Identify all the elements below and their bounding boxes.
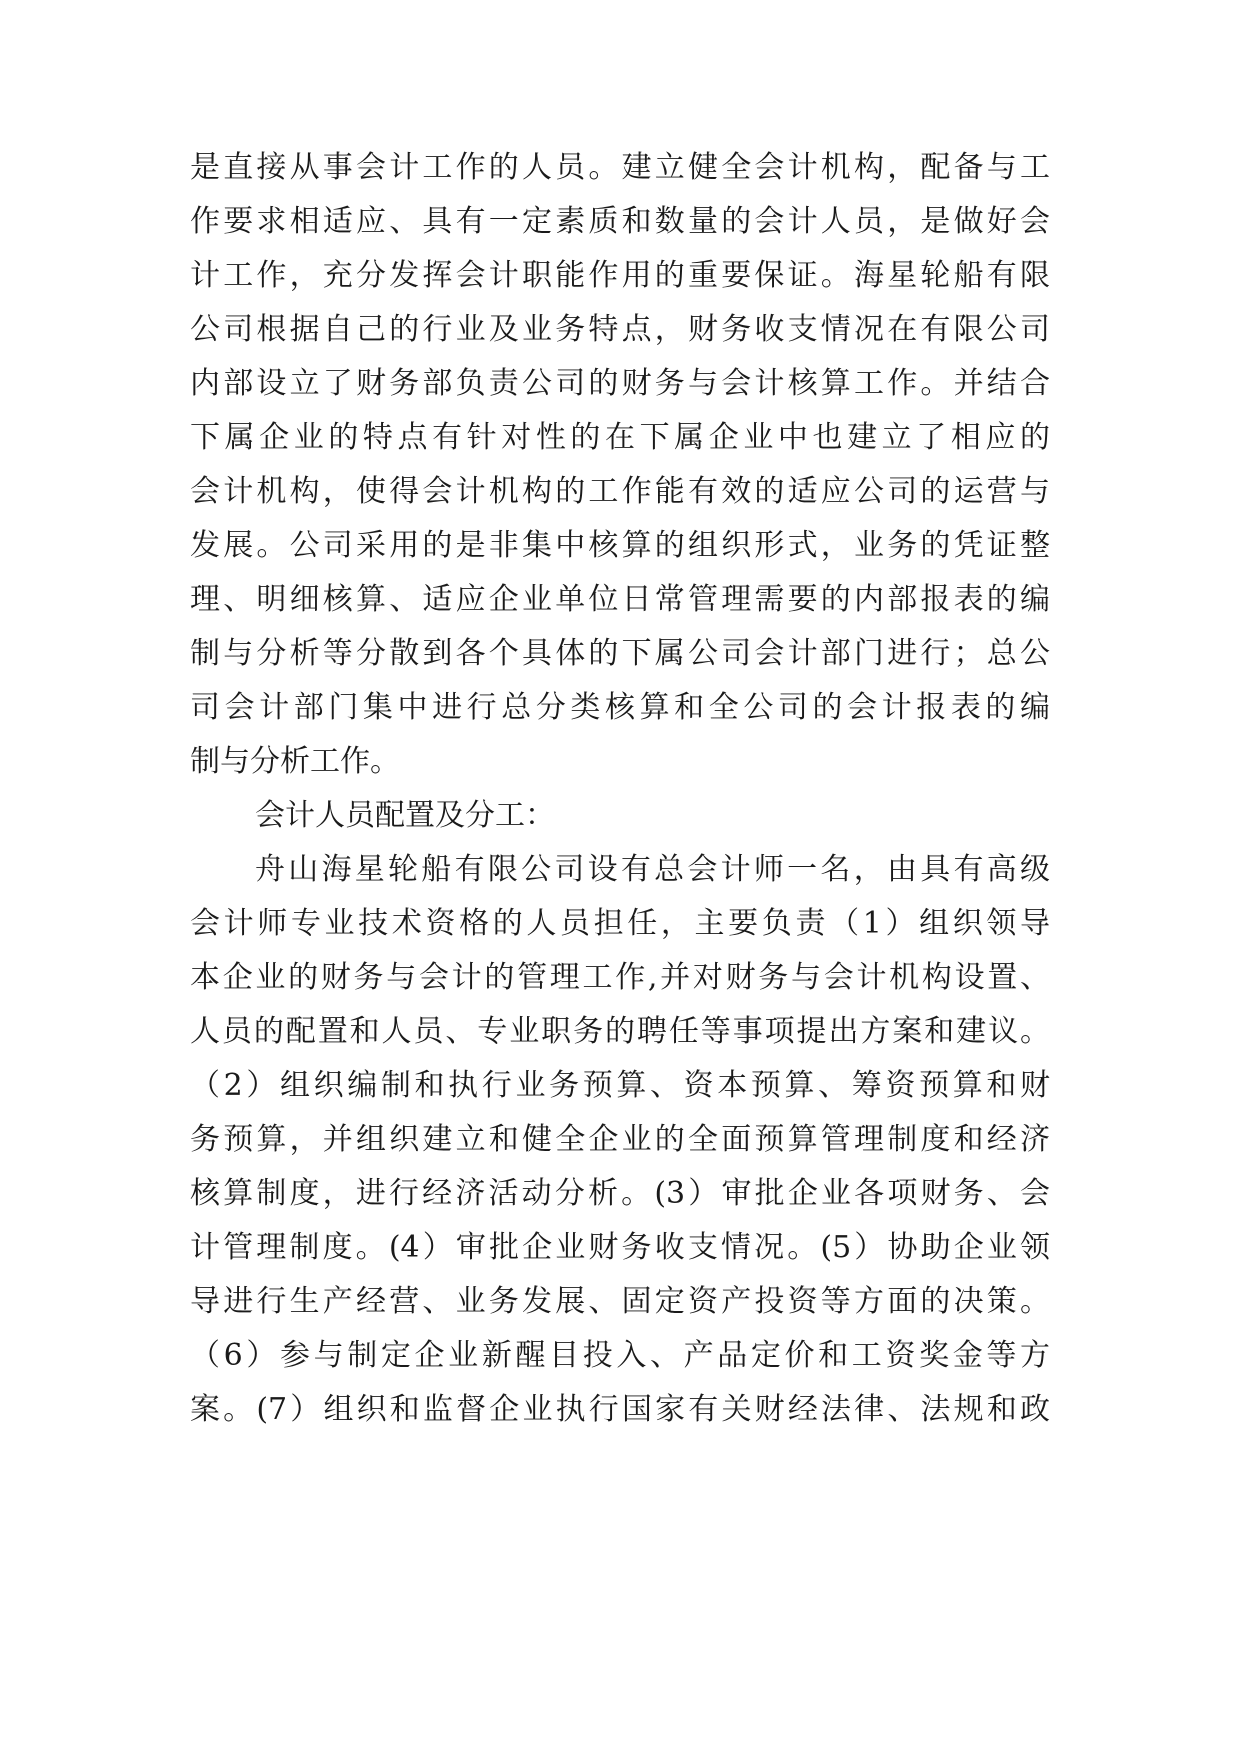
text-line: 案。(7）组织和监督企业执行国家有关财经法律、法规和政 [190, 1392, 1050, 1427]
text-line: 计工作，充分发挥会计职能作用的重要保证。海星轮船有限 [190, 258, 1050, 293]
section-heading: 会计人员配置及分工： [255, 798, 555, 833]
text-line: 下属企业的特点有针对性的在下属企业中也建立了相应的 [190, 420, 1050, 455]
text-line: 发展。公司采用的是非集中核算的组织形式，业务的凭证整 [190, 528, 1050, 563]
text-line: 导进行生产经营、业务发展、固定资产投资等方面的决策。 [190, 1284, 1050, 1319]
text-line: 核算制度，进行经济活动分析。(3）审批企业各项财务、会 [190, 1176, 1050, 1211]
text-line: 舟山海星轮船有限公司设有总会计师一名，由具有高级 [255, 852, 1050, 887]
text-line: （2）组织编制和执行业务预算、资本预算、筹资预算和财 [190, 1068, 1050, 1103]
text-line: 务预算，并组织建立和健全企业的全面预算管理制度和经济 [190, 1122, 1050, 1157]
text-line: 人员的配置和人员、专业职务的聘任等事项提出方案和建议。 [190, 1014, 1050, 1049]
text-line: 制与分析工作。 [190, 744, 400, 779]
text-line: 作要求相适应、具有一定素质和数量的会计人员，是做好会 [190, 204, 1050, 239]
text-line: 制与分析等分散到各个具体的下属公司会计部门进行；总公 [190, 636, 1050, 671]
text-line: （6）参与制定企业新醒目投入、产品定价和工资奖金等方 [190, 1338, 1050, 1373]
text-line: 是直接从事会计工作的人员。建立健全会计机构，配备与工 [190, 150, 1050, 185]
text-line: 司会计部门集中进行总分类核算和全公司的会计报表的编 [190, 690, 1050, 725]
text-line: 会计师专业技术资格的人员担任，主要负责（1）组织领导 [190, 906, 1050, 941]
text-line: 本企业的财务与会计的管理工作,并对财务与会计机构设置、 [190, 960, 1050, 995]
text-line: 内部设立了财务部负责公司的财务与会计核算工作。并结合 [190, 366, 1050, 401]
text-line: 会计机构，使得会计机构的工作能有效的适应公司的运营与 [190, 474, 1050, 509]
text-line: 计管理制度。(4）审批企业财务收支情况。(5）协助企业领 [190, 1230, 1050, 1265]
text-line: 理、明细核算、适应企业单位日常管理需要的内部报表的编 [190, 582, 1050, 617]
text-line: 公司根据自己的行业及业务特点，财务收支情况在有限公司 [190, 312, 1050, 347]
